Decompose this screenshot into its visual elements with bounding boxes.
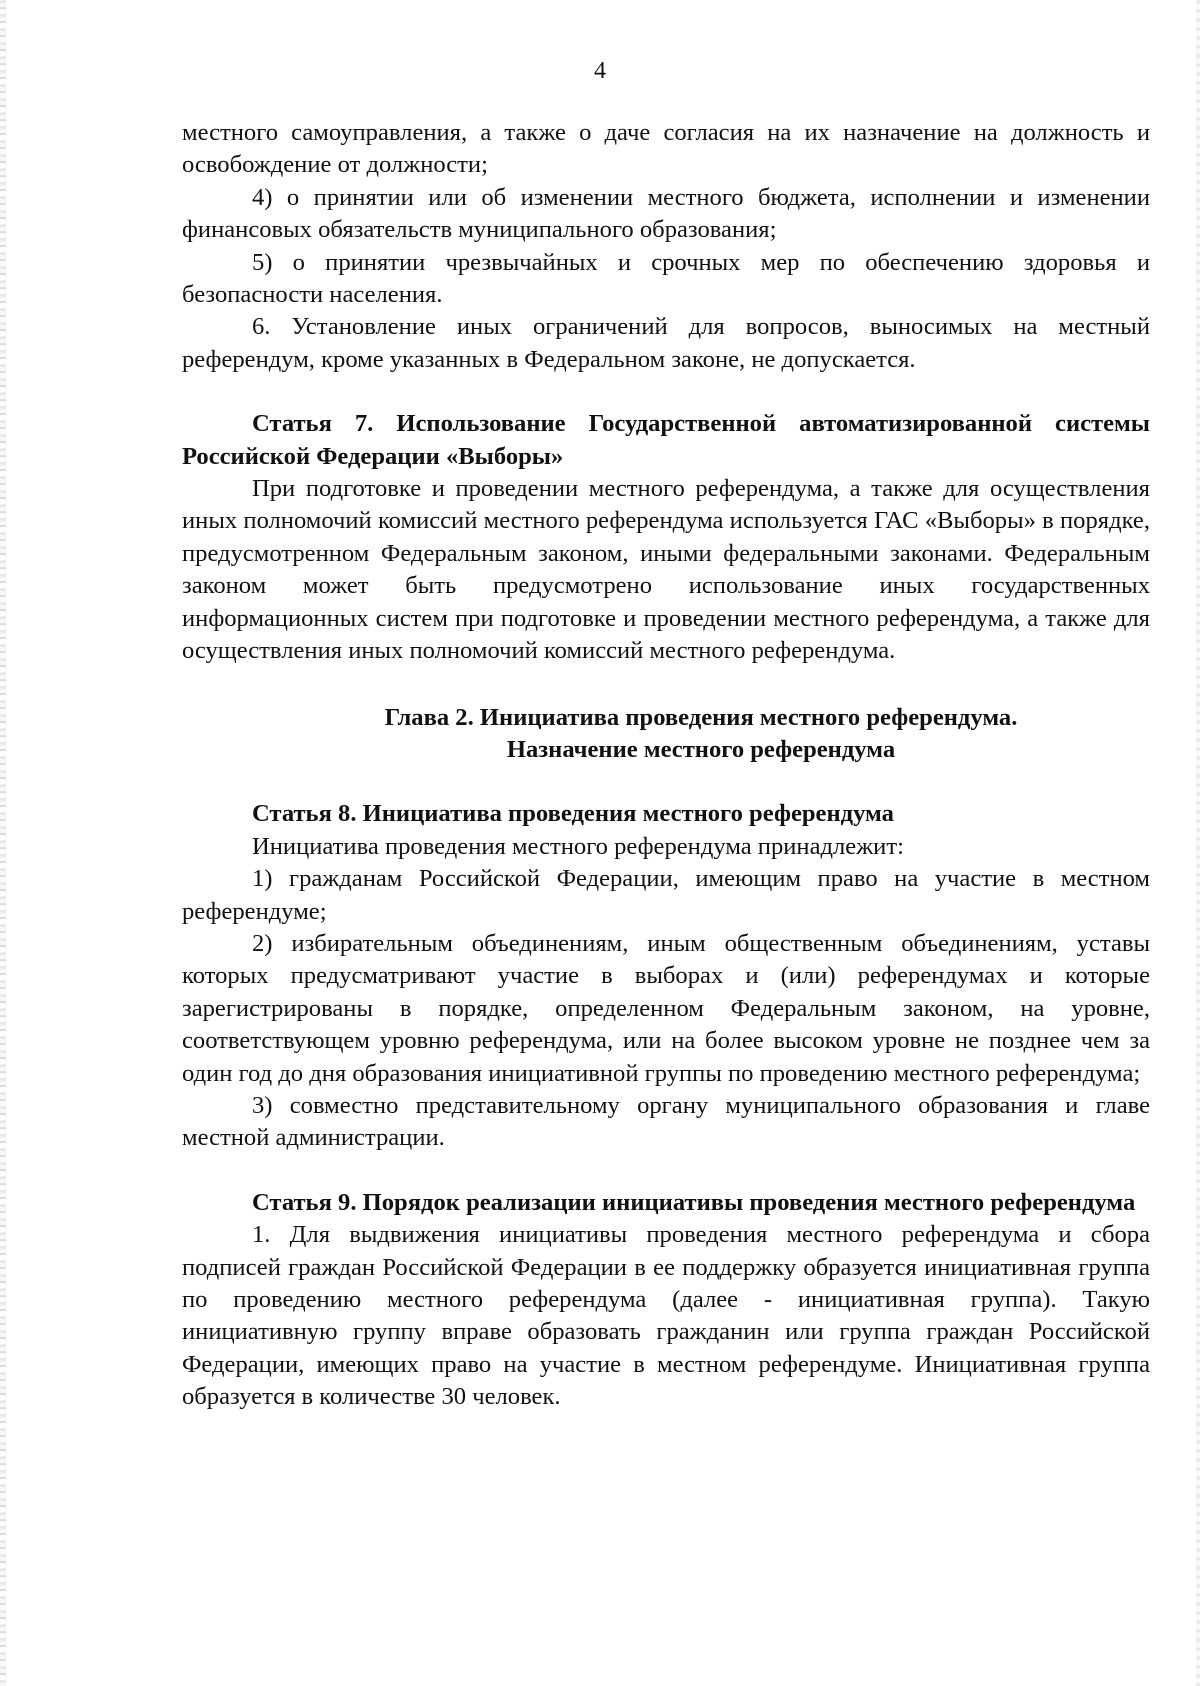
paragraph-6: 6. Установление иных ограничений для вопросов, выносимых на местный референдум, кроме указанных в Федеральном законе, не допускается. xyxy=(182,313,1150,373)
list-item-5: 5) о принятии чрезвычайных и срочных мер по обеспечению здоровья и безопасности населения. xyxy=(182,248,1150,309)
article-8-item-1: 1) гражданам Российской Федерации, имеющим право на участие в местном референдуме; xyxy=(182,865,1150,925)
spacer xyxy=(182,1155,1150,1187)
article-9-heading: Статья 9. Порядок реализации инициативы проведения местного референдума xyxy=(252,1188,1136,1216)
article-8-item-2: 2) избирательным объединениям, иным общественным объединениям, уставы которых предусматривают участие в выборах и (или) референдумах и которые зарегистрированы в порядке, определенном Федеральным законом, на уровне, соответствующем уровню референдума, или на более высоком уровне не позднее чем за один год до дня образования инициативной группы по проведению местного референдума; xyxy=(182,929,1150,1087)
page-number: 4 xyxy=(594,58,606,84)
spacer xyxy=(182,766,1150,798)
article-7-heading: Статья 7. Использование Государственной автоматизированной системы Российской Федерации «Выборы» xyxy=(182,410,1150,470)
list-item-4: 4) о принятии или об изменении местного бюджета, исполнении и изменении финансовых обязательств муниципального образования; xyxy=(182,183,1150,244)
article-8-heading: Статья 8. Инициатива проведения местного референдума xyxy=(252,800,894,828)
chapter-2-title-line2: Назначение местного референдума xyxy=(506,735,896,763)
article-8-intro: Инициатива проведения местного референдума принадлежит: xyxy=(252,832,904,860)
article-9-paragraph-1: 1. Для выдвижения инициативы проведения местного референдума и сбора подписей граждан Российской Федерации в ее поддержку образуется инициативная группа по проведению местного референдума (далее - инициативная группа). Такую инициативную группу вправе образовать гражданин или группа граждан Российской Федерации, имеющих право на участие в местном референдуме. Инициативная группа образуется в количестве 30 человек. xyxy=(182,1221,1150,1411)
article-8-item-3: 3) совместно представительному органу муниципального образования и главе местной администрации. xyxy=(182,1091,1150,1152)
scan-edge-right xyxy=(1196,0,1200,1686)
article-7-text: При подготовке и проведении местного референдума, а также для осуществления иных полномочий комиссий местного референдума используется ГАС «Выборы» в порядке, предусмотренном Федеральным законом, иными федеральными законами. Федеральным законом может быть предусмотрено использование иных государственных информационных систем при подготовке и проведении местного референдума, а также для осуществления иных полномочий комиссий местного референдума. xyxy=(182,475,1150,665)
spacer xyxy=(182,668,1150,702)
chapter-2-title-line1: Глава 2. Инициатива проведения местного референдума. xyxy=(384,703,1018,731)
scan-edge-left xyxy=(0,0,6,1686)
paragraph-continuation: местного самоуправления, а также о даче согласия на их назначение на должность и освобождение от должности; xyxy=(182,119,1150,179)
document-body xyxy=(182,117,1150,1414)
spacer xyxy=(182,376,1150,408)
